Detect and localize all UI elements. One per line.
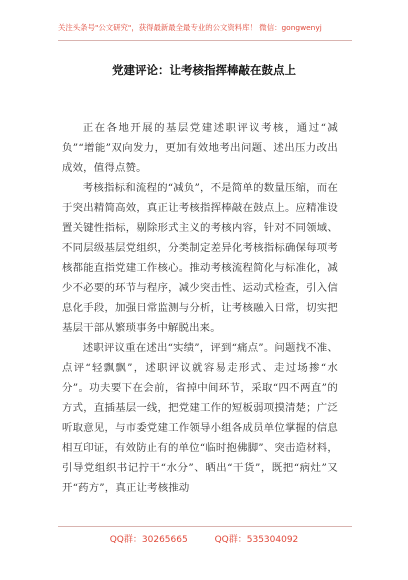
document-title: 党建评论：让考核指挥棒敲在鼓点上 [112, 63, 296, 77]
footer-divider [58, 526, 352, 527]
document-body [62, 118, 338, 498]
header-divider [58, 40, 352, 41]
footer-qq-group-1: QQ群：30265665 [109, 535, 188, 545]
paragraph-3: 述职评议重在述出“实绩”，评到“痛点”。问题找不准、点评“轻飘飘”，述职评议就容易走形式、走过场掺“水分”。功夫要下在会前，省掉中间环节，采取“四不两直”的方式，直插基层一线，把党建工作的短板弱项摸清楚；广泛听取意见，与市委党建工作领导小组各成员单位掌握的信息相互印证，有效防止有的单位“临时抱佛脚”、突击造材料，引导党组织书记拧干“水分”、晒出“干货”，既把“病灶”又开“药方”，真正让考核推动 [62, 342, 338, 494]
footer [0, 532, 408, 545]
paragraph-1: 正在各地开展的基层党建述职评议考核，通过“减负”“增能”双向发力，更加有效地考出问题、述出压力改出成效，值得点赞。 [62, 122, 338, 174]
footer-qq-group-2: QQ群：535304092 [214, 535, 299, 545]
header-note: 关注头条号"公文研究"，获得最新最全最专业的公文资料库！ 微信：gongwenyj [58, 23, 322, 32]
paragraph-2: 考核指标和流程的“减负”，不是简单的数量压缩，而在于突出精简高效，真正让考核指挥棒敲在鼓点上。应精准设置关键性指标，剔除形式主义的考核内容，针对不同领域、不同层级基层党组织，分类制定差异化考核指标确保每项考核都能直指党建工作核心。推动考核流程简化与标准化，减少不必要的环节与程序，减少突击性、运动式检查，引入信息化手段，加强日常监测与分析，让考核融入日常，切实把基层干部从繁琐事务中解脱出来。 [62, 182, 338, 334]
